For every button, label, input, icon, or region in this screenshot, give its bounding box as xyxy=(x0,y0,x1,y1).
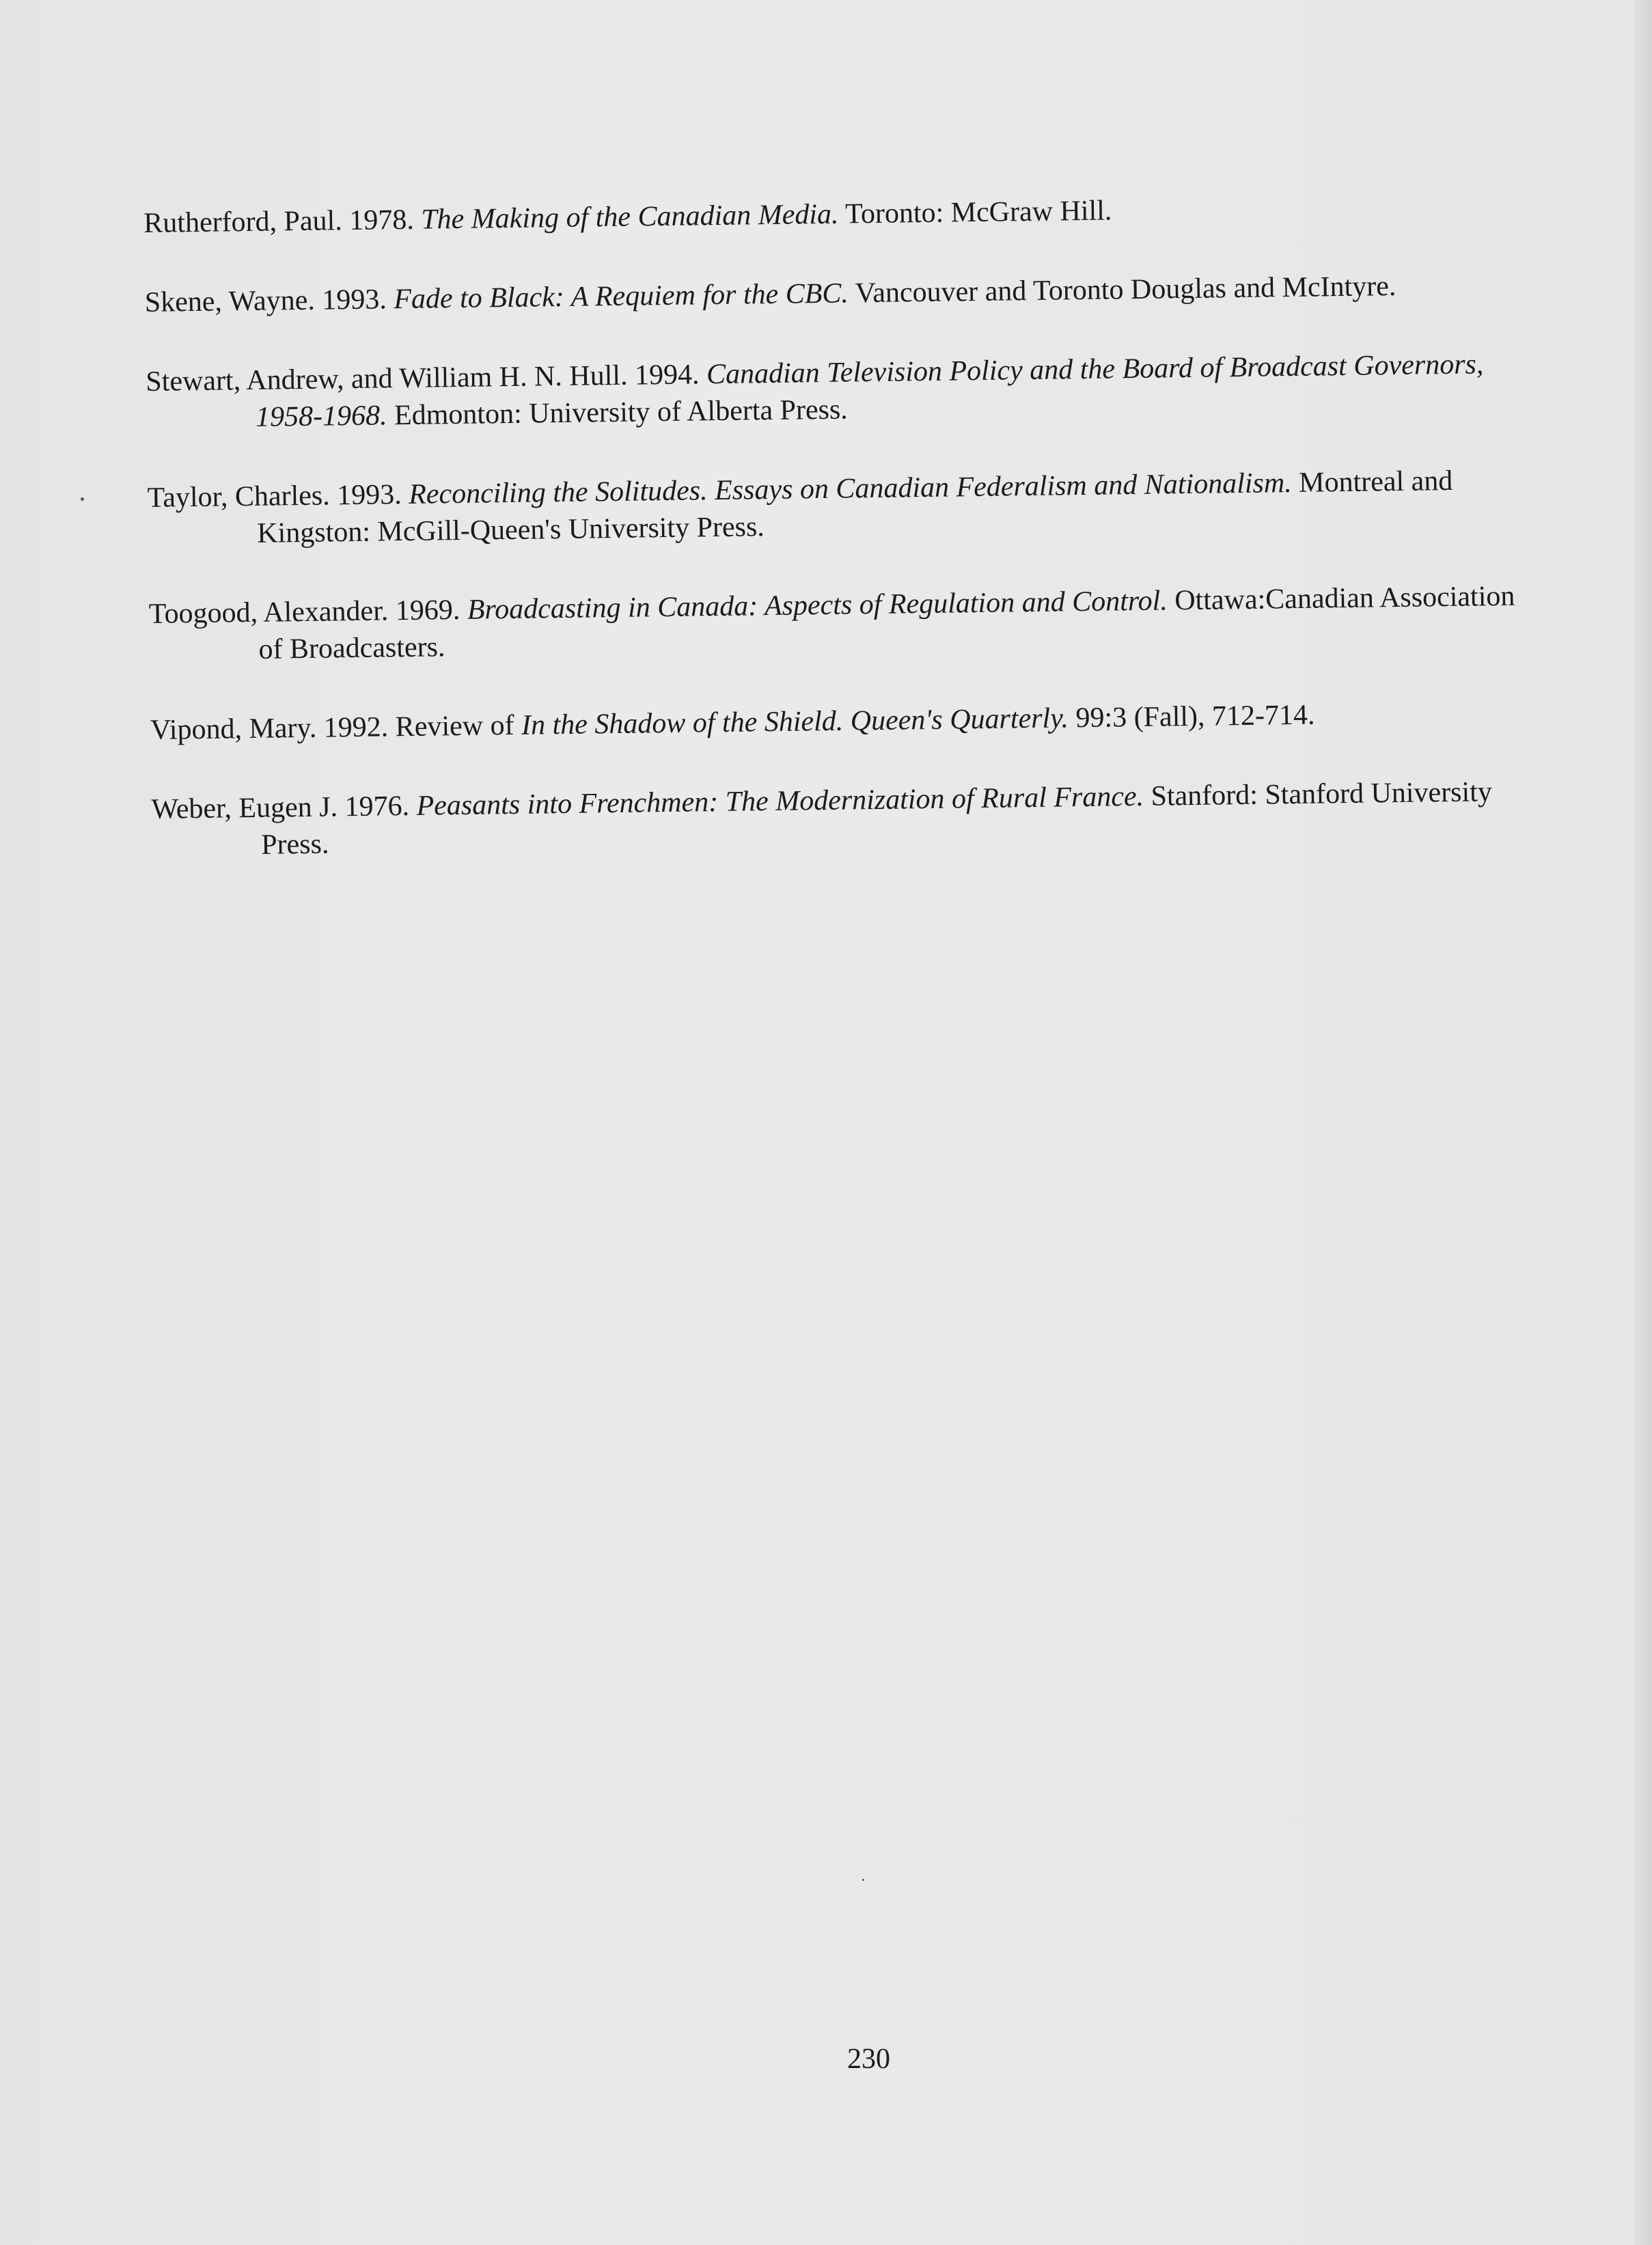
bibliography-list xyxy=(143,187,1546,907)
bibliography-entry xyxy=(148,577,1543,670)
entry-title: The Making of the Canadian Media. xyxy=(420,198,839,236)
entry-author: Stewart, Andrew, and William H. N. Hull. 1994. xyxy=(146,359,707,398)
bibliography-entry xyxy=(143,187,1538,242)
entry-publisher: Edmonton: University of Alberta Press. xyxy=(387,394,849,432)
entry-publisher: Vancouver and Toronto Douglas and McIntyre. xyxy=(848,271,1396,309)
entry-publisher: Stanford: Stanford University Press. xyxy=(260,776,1493,861)
bibliography-entry xyxy=(150,693,1545,749)
entry-publisher: Toronto: McGraw Hill. xyxy=(838,195,1112,230)
scan-speck xyxy=(81,497,84,501)
entry-publisher: Ottawa:Canadian Association of Broadcasters. xyxy=(258,580,1515,665)
entry-publisher: Montreal and Kingston: McGill-Queen's University Press. xyxy=(257,465,1453,549)
entry-author: Weber, Eugen J. 1976. xyxy=(151,790,417,825)
entry-author: Toogood, Alexander. 1969. xyxy=(148,594,468,630)
entry-title: Canadian Television Policy and the Board of Broadcast Governors, 1958-1968. xyxy=(255,348,1484,433)
scan-speck xyxy=(862,1879,864,1881)
entry-author: Skene, Wayne. 1993. xyxy=(144,284,394,318)
entry-title: Reconciling the Solitudes. Essays on Canadian Federalism and Nationalism. xyxy=(408,467,1292,510)
entry-title: In the Shadow of the Shield. Queen's Quarterly. xyxy=(521,702,1069,741)
bibliography-entry xyxy=(145,266,1539,321)
entry-title: Fade to Black: A Requiem for the CBC. xyxy=(393,277,849,316)
entry-author: Vipond, Mary. 1992. Review of xyxy=(150,709,522,746)
entry-title: Broadcasting in Canada: Aspects of Regulation and Control. xyxy=(467,585,1168,626)
entry-author: Taylor, Charles. 1993. xyxy=(147,478,409,514)
page-edge-shadow xyxy=(1634,0,1652,2245)
bibliography-entry xyxy=(146,345,1540,437)
entry-publisher: 99:3 (Fall), 712-714. xyxy=(1068,699,1315,734)
bibliography-entry xyxy=(147,461,1541,553)
entry-author: Rutherford, Paul. 1978. xyxy=(143,204,422,239)
page-number: 230 xyxy=(847,2043,890,2075)
bibliography-entry xyxy=(151,773,1545,865)
entry-title: Peasants into Frenchmen: The Modernization of Rural France. xyxy=(416,780,1144,822)
